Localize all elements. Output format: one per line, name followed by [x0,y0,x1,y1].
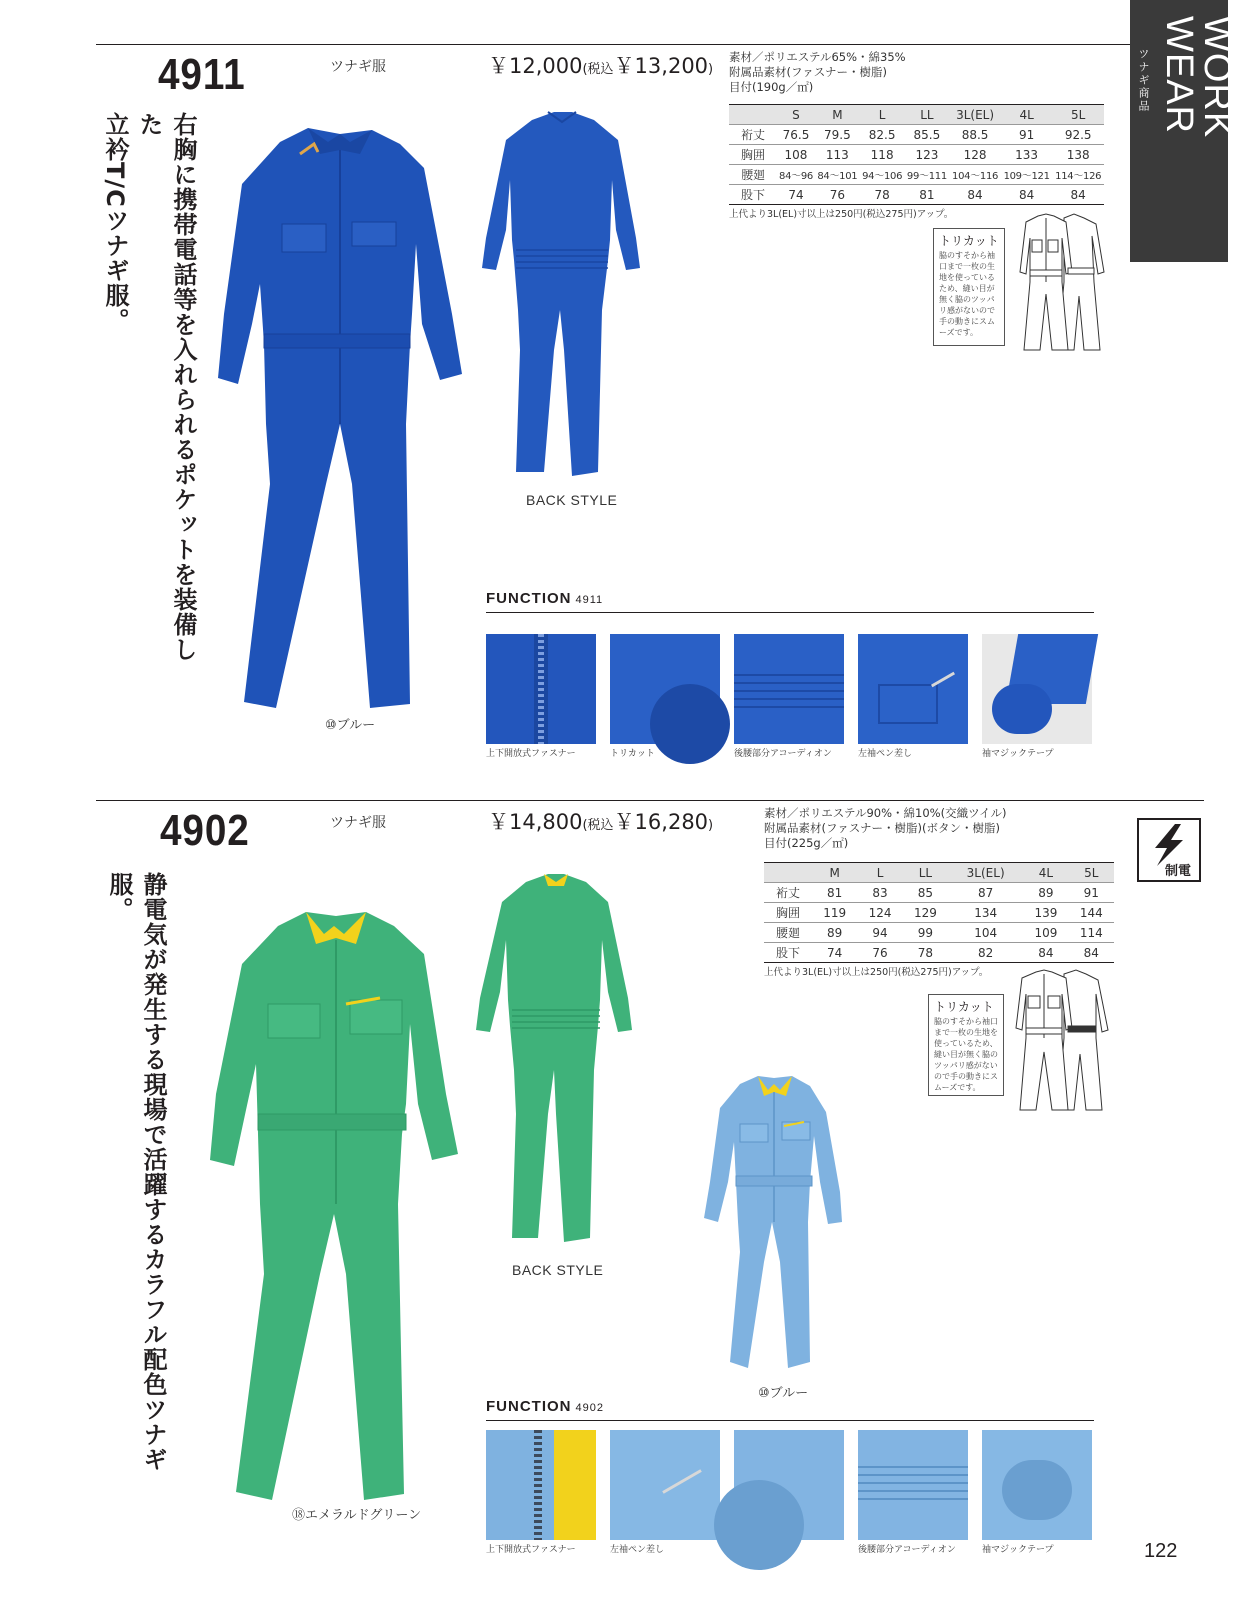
spec-line: 目付(225g／㎡) [764,836,849,850]
size-header: 4L [1001,105,1053,125]
table-cell: 81 [812,883,857,903]
table-cell: 94 [857,923,902,943]
function-title-text: FUNCTION [486,590,572,607]
table-cell: 78 [903,943,948,963]
table-cell: 108 [777,145,815,165]
price-tax: ￥13,200 [613,54,709,78]
size-header: M [815,105,860,125]
material-specs [764,806,1006,851]
coverall-front-photo [200,124,470,724]
torikatto-box [928,994,1004,1096]
table-cell: 84 [1001,185,1053,205]
table-cell: 84 [949,185,1001,205]
row-label: 胸囲 [729,145,777,165]
catch-copy-line-2: 立衿T/Cツナギ服。 [101,112,129,333]
price-tax-label: (税込 [582,62,614,77]
table-cell: 74 [812,943,857,963]
table-cell: 88.5 [949,125,1001,145]
table-cell: 134 [948,903,1023,923]
side-tab-subtitle: ツナギ商品 [1137,48,1150,113]
price-tax: ￥16,280 [613,810,709,834]
table-cell: 87 [948,883,1023,903]
table-cell: 85.5 [905,125,950,145]
function-image [734,1430,844,1540]
table-cell: 82.5 [860,125,905,145]
catch-copy-line-1: 静電気が発生する現場で活躍するカラフル配色ツナギ服。 [105,872,167,1472]
coverall-front-photo [196,904,466,1514]
table-cell: 84〜101 [815,165,860,185]
row-label: 股下 [764,943,812,963]
torikatto-title: トリカット [934,1000,994,1014]
function-image [858,1430,968,1540]
function-label: 上下開放式ファスナー [486,1545,576,1555]
row-label: 裄丈 [729,125,777,145]
table-cell: 109 [1023,923,1068,943]
table-cell: 74 [777,185,815,205]
product-number: 4911 [158,50,246,99]
spec-line: 附属品素材(ファスナー・樹脂) [729,65,888,79]
table-cell: 129 [903,903,948,923]
table-cell: 133 [1001,145,1053,165]
coverall-back-photo [472,110,652,490]
antistatic-label: 制電 [1165,864,1192,879]
table-cell: 144 [1069,903,1114,923]
function-label: 上下開放式ファスナー [486,749,576,759]
size-header-blank [729,105,777,125]
price-base: ￥12,000 [488,54,583,78]
table-cell: 89 [1023,883,1068,903]
function-image [486,634,596,744]
table-cell: 94〜106 [860,165,905,185]
size-header: 3L(EL) [949,105,1001,125]
table-row [729,125,1104,145]
table-row [764,903,1114,923]
row-label: 腰廻 [764,923,812,943]
table-cell: 76.5 [777,125,815,145]
size-header: 5L [1052,105,1104,125]
side-tab [1130,0,1238,262]
torikatto-box [933,228,1005,346]
function-title-text: FUNCTION [486,1398,572,1415]
function-item [982,634,1092,760]
material-specs [729,50,906,95]
size-table [764,862,1114,963]
table-cell: 114〜126 [1052,165,1104,185]
function-rule [486,1420,1094,1421]
function-label: 後腰部分アコーディオン [734,749,832,759]
table-row [729,185,1104,205]
page-number: 122 [1144,1540,1178,1562]
spec-line: 附属品素材(ファスナー・樹脂)(ボタン・樹脂) [764,821,1000,835]
size-note: 上代より3L(EL)寸以上は250円(税込275円)アップ。 [764,967,989,978]
table-cell: 85 [903,883,948,903]
spec-line: 目付(190g／㎡) [729,80,814,94]
table-cell: 104 [948,923,1023,943]
function-item [734,1430,844,1556]
table-cell: 79.5 [815,125,860,145]
torikatto-title: トリカット [939,234,999,248]
color-caption: ⑩ブルー [325,718,376,733]
table-cell: 128 [949,145,1001,165]
function-rule [486,612,1094,613]
function-image [858,634,968,744]
table-cell: 124 [857,903,902,923]
product-price [488,806,713,836]
torikatto-text: 脇のすそから袖口まで一枚の生地を使っているため、縫い目が無く脇のツッパリ感がないので手の動きにスムーズです。 [939,251,995,337]
catch-copy-line-1: 右胸に携帯電話等を入れられるポケットを装備した [135,112,197,662]
price-base: ￥14,800 [488,810,583,834]
function-item [486,1430,596,1556]
function-title [486,1398,604,1415]
table-cell: 89 [812,923,857,943]
table-cell: 104〜116 [949,165,1001,185]
table-row [729,145,1104,165]
size-header: M [812,863,857,883]
table-row [764,883,1114,903]
table-cell: 76 [857,943,902,963]
function-item [486,634,596,760]
size-header: 5L [1069,863,1114,883]
table-cell: 123 [905,145,950,165]
function-label: 左袖ペン差し [610,1545,665,1555]
spec-line: 素材／ポリエステル90%・綿10%(交織ツイル) [764,806,1007,820]
size-header: LL [905,105,950,125]
table-cell: 113 [815,145,860,165]
function-label: 袖マジックテープ [982,1545,1054,1555]
color-caption: ⑩ブルー [758,1386,809,1401]
table-cell: 91 [1001,125,1053,145]
product-category: ツナギ服 [330,815,386,831]
table-cell: 99〜111 [905,165,950,185]
coverall-back-photo [470,870,640,1256]
torikatto-text: 脇のすそから袖口まで一枚の生地を使っているため、縫い目が無く脇のツッパリ感がないので手の動きにスムーズです。 [934,1017,998,1092]
size-header: 3L(EL) [948,863,1023,883]
table-cell: 84 [1052,185,1104,205]
catch-copy [98,112,200,672]
color-caption: ⑱エメラルドグリーン [292,1508,422,1523]
function-title [486,590,603,607]
product-category: ツナギ服 [330,59,386,75]
function-number: 4902 [575,1402,604,1414]
coverall-alt-color-photo [700,1072,846,1382]
size-header: L [857,863,902,883]
function-number: 4911 [575,594,604,606]
table-cell: 76 [815,185,860,205]
product-price [488,50,713,80]
table-cell: 81 [905,185,950,205]
back-style-label: BACK STYLE [526,492,618,508]
function-item [982,1430,1092,1556]
function-image [486,1430,596,1540]
function-image [982,1430,1092,1540]
price-tax-label: (税込 [582,818,614,833]
table-row [764,923,1114,943]
table-row [764,943,1114,963]
table-cell: 139 [1023,903,1068,923]
table-cell: 119 [812,903,857,923]
function-item [610,1430,720,1556]
table-cell: 114 [1069,923,1114,943]
price-close: ) [708,818,714,833]
table-cell: 84 [1069,943,1114,963]
size-note: 上代より3L(EL)寸以上は250円(税込275円)アップ。 [729,209,954,220]
size-header: S [777,105,815,125]
function-item [858,634,968,760]
size-header: LL [903,863,948,883]
function-label: 後腰部分アコーディオン [858,1545,956,1555]
function-image [734,634,844,744]
function-item [610,634,720,760]
table-cell: 82 [948,943,1023,963]
row-label: 股下 [729,185,777,205]
function-label: 袖マジックテープ [982,749,1054,759]
function-label: 左袖ペン差し [858,749,913,759]
function-image [982,634,1092,744]
function-label: トリカット [610,749,655,759]
table-cell: 78 [860,185,905,205]
size-table [729,104,1104,205]
price-close: ) [708,62,714,77]
side-tab-title: WORK WEAR [1158,16,1238,139]
table-cell: 109〜121 [1001,165,1053,185]
coverall-sketch [1008,966,1112,1114]
section-rule [96,800,1204,801]
coverall-sketch [1012,212,1108,354]
row-label: 胸囲 [764,903,812,923]
antistatic-badge [1137,818,1201,882]
spec-line: 素材／ポリエステル65%・綿35% [729,50,906,64]
table-cell: 84〜96 [777,165,815,185]
table-cell: 92.5 [1052,125,1104,145]
row-label: 腰廻 [729,165,777,185]
table-cell: 99 [903,923,948,943]
table-cell: 138 [1052,145,1104,165]
table-cell: 84 [1023,943,1068,963]
section-rule [96,44,1130,45]
row-label: 裄丈 [764,883,812,903]
table-cell: 91 [1069,883,1114,903]
table-cell: 118 [860,145,905,165]
table-row [729,165,1104,185]
size-header-blank [764,863,812,883]
back-style-label: BACK STYLE [512,1262,604,1278]
function-image [610,634,720,744]
size-header: 4L [1023,863,1068,883]
catch-copy [102,872,170,1492]
size-header: L [860,105,905,125]
function-item [858,1430,968,1556]
function-image [610,1430,720,1540]
table-cell: 83 [857,883,902,903]
function-item [734,634,844,760]
product-number: 4902 [160,806,250,855]
